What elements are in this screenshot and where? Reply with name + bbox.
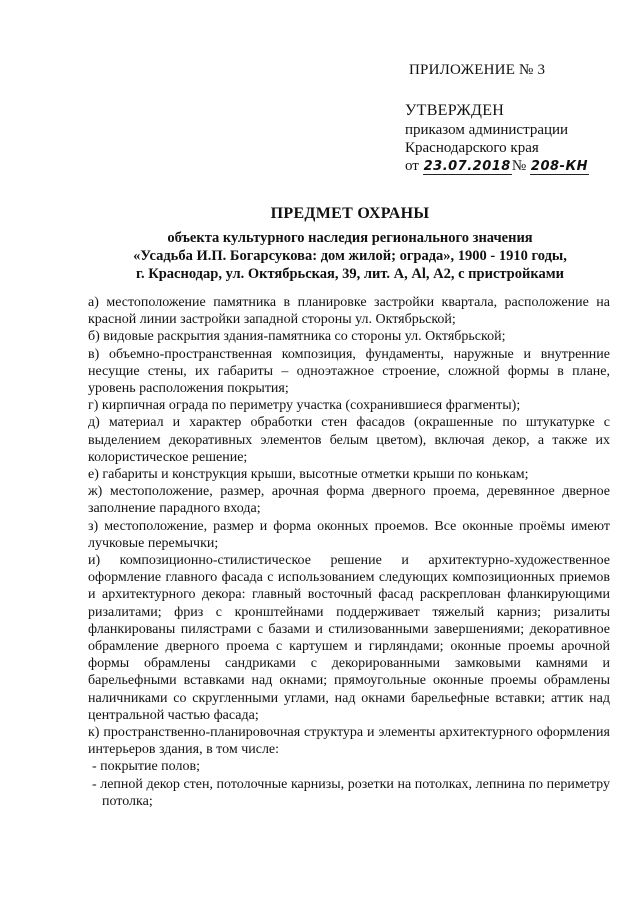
approved-by-line-1: приказом администрации xyxy=(405,122,569,138)
date-prefix: от xyxy=(405,158,419,174)
protection-items-list xyxy=(88,294,610,810)
title-main: ПРЕДМЕТ ОХРАНЫ xyxy=(270,205,430,222)
sub-item-floors: - покрытие полов; xyxy=(92,759,200,775)
number-prefix: № xyxy=(511,158,527,174)
approved-by-line-2: Краснодарского края xyxy=(405,140,539,156)
appendix-label: ПРИЛОЖЕНИЕ № 3 xyxy=(409,62,546,78)
sub-item-stucco: - лепной декор стен, потолочные карнизы, розетки на потолках, лепнина по периметру потолка; xyxy=(92,776,610,809)
list-item-g: г) кирпичная ограда по периметру участка (сохранившиеся фрагменты); xyxy=(88,398,521,414)
list-item-k: к) пространственно-планировочная структура и элементы архитектурного оформления интерьеров здания, в том числе: xyxy=(88,725,610,758)
list-item-z: з) местоположение, размер и форма оконных проемов. Все оконные проёмы имеют лучковые перемычки; xyxy=(88,518,610,551)
list-item-a: а) местоположение памятника в планировке застройки квартала, расположение на красной линии застройки западной стороны ул. Октябрьской; xyxy=(88,295,610,328)
title-line-3: г. Краснодар, ул. Октябрьская, 39, лит. А, Аl, А2, с пристройками xyxy=(136,266,564,282)
list-item-i: и) композиционно-стилистическое решение и архитектурно-художественное оформление главного фасада с использованием следующих композиционных приемов и архитектурного декора: главный восточный фасад раскреплован фланкирующими ризалитами; фриз с кронштейнами поддерживает тяжелый карниз; ризалиты фланкированы пилястрами с базами и стилизованными завершениями; декоративное обрамление дверного проема с картушем и гирляндами; оконные проемы арочной формы обрамлены сандриками с декорированными замковыми камнями и барельефными вставками над окнами; прямоугольные оконные проемы обрамлены наличниками со скругленными углами, над окнами барельефные вставки; аттик над центральной частью фасада; xyxy=(88,553,610,723)
list-item-d: д) материал и характер обработки стен фасадов (окрашенные по штукатурке с выделением декоративных элементов белым цветом), включая декор, а также их колористическое решение; xyxy=(88,415,610,465)
handwritten-order-number: 208-КН xyxy=(530,159,588,174)
document-title xyxy=(100,205,600,283)
list-item-e: е) габариты и конструкция крыши, высотные отметки крыши по конькам; xyxy=(88,467,529,483)
handwritten-date: 23.07.2018 xyxy=(423,159,511,174)
title-line-2: «Усадьба И.П. Богарсукова: дом жилой; ограда», 1900 - 1910 годы, xyxy=(133,248,567,264)
list-item-zh: ж) местоположение, размер, арочная форма дверного проема, деревянное дверное заполнение парадного входа; xyxy=(88,484,610,517)
order-date-line xyxy=(405,157,589,176)
approved-heading: УТВЕРЖДЕН xyxy=(405,102,505,119)
approval-block xyxy=(405,102,589,176)
list-item-b: б) видовые раскрытия здания-памятника со стороны ул. Октябрьской; xyxy=(88,329,506,345)
list-item-v: в) объемно-пространственная композиция, фундаменты, наружные и внутренние несущие стены, их габариты – одноэтажное строение, сложной формы в плане, уровень расположения покрытия; xyxy=(88,346,610,397)
title-line-1: объекта культурного наследия регионального значения xyxy=(167,230,533,246)
